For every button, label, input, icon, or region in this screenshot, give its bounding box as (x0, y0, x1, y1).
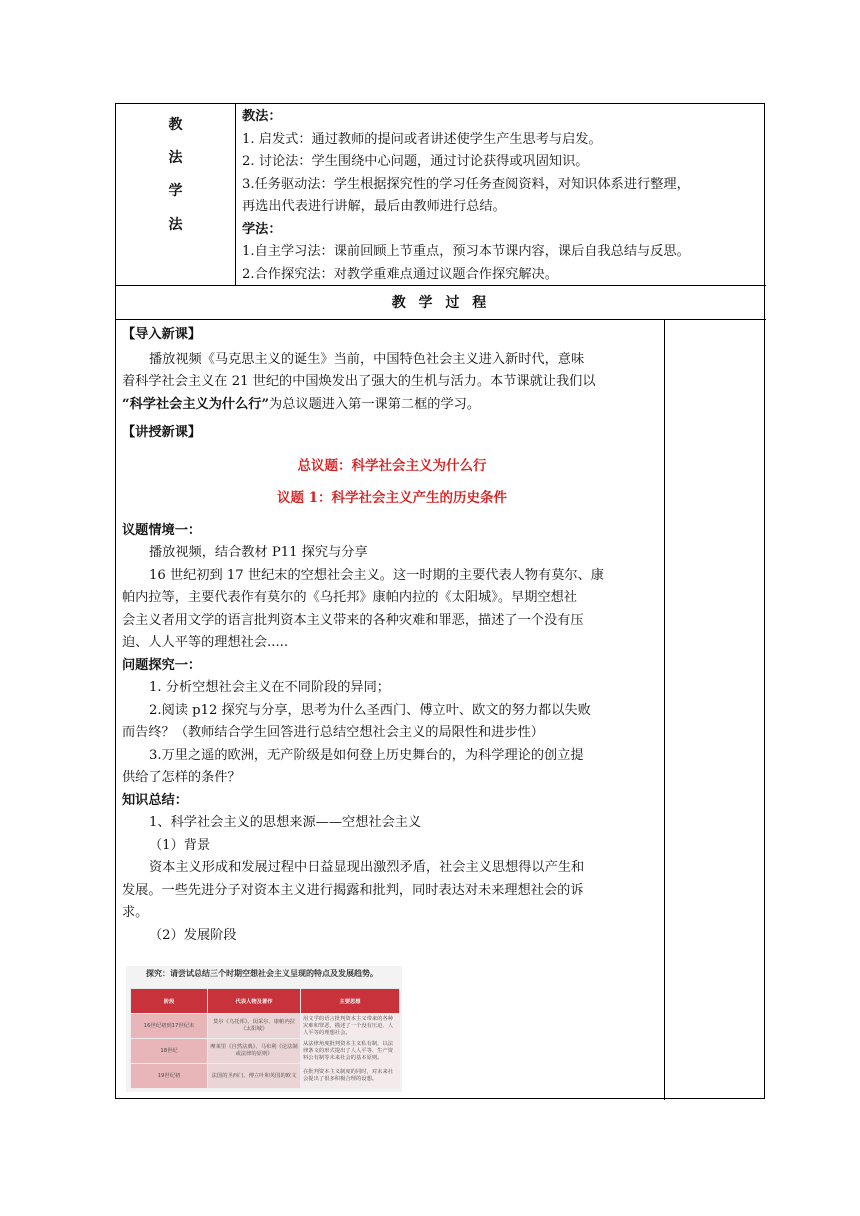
table-row (131, 1064, 400, 1089)
label-char: 法 (168, 217, 183, 233)
stages-header: 阶段 (131, 989, 208, 1014)
intro-text-tail: 为总议题进入第一课第二框的学习。 (269, 396, 481, 412)
question-text: 而告终？（教师结合学生回答进行总结空想社会主义的局限性和进步性） (122, 725, 544, 740)
methods-label (116, 104, 235, 285)
stages-image-title: 探究：请尝试总结三个时期空想社会主义呈现的特点及发展趋势。 (146, 969, 378, 978)
scenario-text: 迫、人人平等的理想社会..... (122, 635, 289, 650)
question-text: 1. 分析空想社会主义在不同阶段的异同； (149, 680, 390, 695)
label-char: 法 (168, 150, 183, 166)
summary-text: 1、科学社会主义的思想来源——空想社会主义 (149, 815, 422, 830)
topic-1-heading: 议题 1：科学社会主义产生的历史条件 (276, 490, 508, 506)
column-divider (664, 319, 665, 1100)
stage-cell: 19世纪初 (131, 1064, 208, 1089)
methods-content (242, 106, 762, 286)
summary-text: 求。 (122, 905, 149, 920)
process-title: 教 学 过 程 (391, 295, 491, 311)
column-divider (235, 104, 236, 285)
summary-text: （1）背景 (149, 837, 211, 853)
intro-text-last (122, 394, 662, 417)
stage-cell: 18世纪 (131, 1039, 208, 1064)
process-content (122, 324, 662, 947)
learning-method-item: 2.合作探究法：对教学重难点通过议题合作探究解决。 (242, 266, 558, 282)
thought-cell: 从法律角度批判资本主义私有制，以法律条文的形式提出了人人平等、生产资料公有制等未来社会的基本原则。 (301, 1039, 400, 1064)
stage-cell: 16世纪初到17世纪末 (131, 1014, 208, 1039)
stages-header: 主要思想 (301, 989, 400, 1014)
person-cell: 摩莱里《自然法典》、马布利《论法制或法律的原则》 (208, 1039, 301, 1064)
question-heading: 问题探究一： (122, 657, 202, 673)
stages-image (126, 966, 402, 1092)
scenario-text: 帕内拉等，主要代表作有莫尔的《乌托邦》康帕内拉的《太阳城》。早期空想社 (122, 590, 577, 605)
teaching-method-title: 教法： (242, 109, 282, 124)
scenario-text: 会主义者用文学的语言批判资本主义带来的各种灾难和罪恶，描述了一个没有压 (122, 612, 584, 628)
summary-text: 发展。一些先进分子对资本主义进行揭露和批判，同时表达对未来理想社会的诉 (122, 882, 584, 898)
intro-text: 播放视频《马克思主义的诞生》当前，中国特色社会主义进入新时代，意味 (149, 351, 585, 367)
intro-key-phrase: “科学社会主义为什么行” (122, 396, 270, 412)
learning-method-item: 1.自主学习法：课前回顾上节重点，预习本节课内容，课后自我总结与反思。 (242, 244, 690, 259)
question-text: 供给了怎样的条件？ (122, 770, 241, 785)
intro-heading: 【导入新课】 (122, 327, 202, 342)
table-row (131, 1014, 400, 1039)
teach-heading: 【讲授新课】 (122, 425, 202, 440)
label-char: 学 (168, 183, 183, 199)
question-text: 3.万里之遥的欧洲，无产阶级是如何登上历史舞台的，为科学理论的创立提 (149, 747, 584, 763)
summary-text: （2）发展阶段 (149, 927, 237, 943)
thought-cell: 用文学的语言批判资本主义带来的各种灾难和罪恶，描述了一个没有压迫、人人平等的理想社会。 (301, 1014, 400, 1039)
row-divider (116, 319, 766, 320)
teaching-method-item: 3.任务驱动法：学生根据探究性的学习任务查阅资料，对知识体系进行整理， (242, 176, 690, 192)
lesson-plan-table (115, 103, 765, 1099)
stages-table (130, 988, 400, 1089)
person-cell: 法国的圣西门、傅立叶和英国的欧文 (208, 1064, 301, 1089)
table-row (131, 1039, 400, 1064)
learning-method-title: 学法： (242, 221, 282, 237)
stages-header: 代表人物及著作 (208, 989, 301, 1014)
main-topic-heading: 总议题：科学社会主义为什么行 (297, 457, 487, 474)
scenario-text: 播放视频，结合教材 P11 探究与分享 (149, 545, 368, 560)
teaching-method-item: 再选出代表进行讲解，最后由教师进行总结。 (242, 199, 506, 214)
intro-text: 着科学社会主义在 21 世纪的中国焕发出了强大的生机与活力。本节课就让我们以 (122, 374, 596, 389)
summary-text: 资本主义形成和发展过程中日益显现出激烈矛盾，社会主义思想得以产生和 (149, 860, 585, 875)
label-char: 教 (168, 117, 183, 133)
scenario-text: 16 世纪初到 17 世纪末的空想社会主义。这一时期的主要代表人物有莫尔、康 (149, 567, 604, 583)
teaching-method-item: 2. 讨论法：学生围绕中心问题，通过讨论获得或巩固知识。 (242, 154, 589, 169)
teaching-method-item: 1. 启发式：通过教师的提问或者讲述使学生产生思考与启发。 (242, 131, 602, 147)
person-cell: 莫尔《乌托邦》、闵采尔、康帕内拉《太阳城》 (208, 1014, 301, 1039)
question-text: 2.阅读 p12 探究与分享，思考为什么圣西门、傅立叶、欧文的努力都以失败 (149, 702, 591, 718)
scenario-heading: 议题情境一： (122, 522, 202, 538)
thought-cell: 在批判资本主义制度的同时，对未来社会提出了很多积极合理的设想。 (301, 1064, 400, 1089)
summary-heading: 知识总结： (122, 792, 188, 808)
